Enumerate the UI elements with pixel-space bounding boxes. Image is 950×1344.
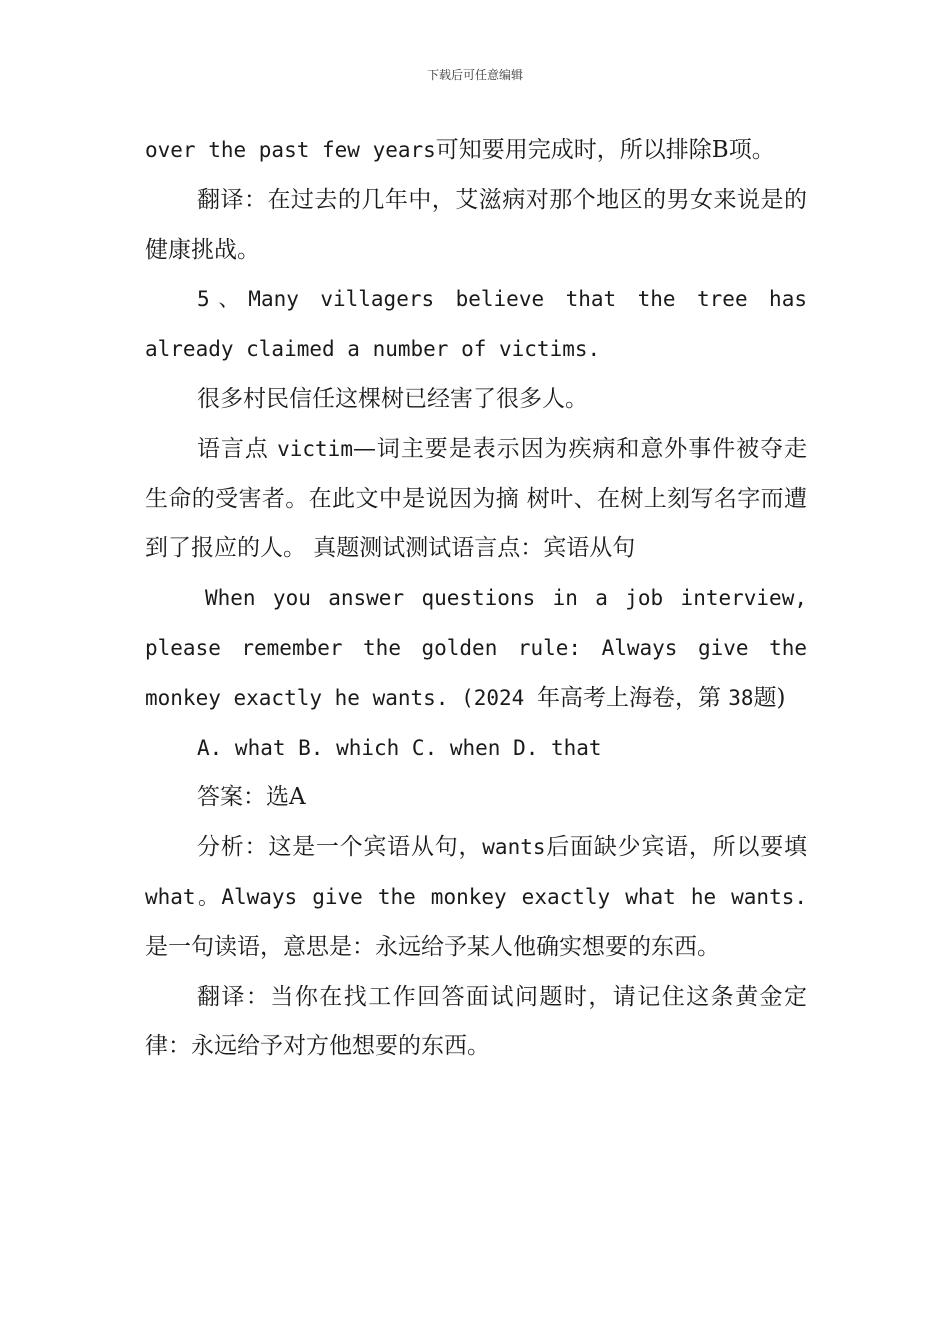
paragraph-4 <box>145 375 807 425</box>
text-run: —词主要是表示因为疾病和意外事件被夺走生命的受害者。在此文中是说因为摘 树叶、在树上刻写名字而遭到了报应的人。 真题测试测试语言点：宾语从句 <box>145 435 808 562</box>
text-run: 语言点 <box>197 435 278 462</box>
paragraph-9 <box>145 823 807 972</box>
text-run: 年高考上海卷，第 <box>536 684 729 711</box>
paragraph-5 <box>145 425 807 574</box>
paragraph-8 <box>145 773 807 823</box>
paragraph-2 <box>145 176 807 276</box>
text-run: 38 <box>728 685 754 710</box>
paragraph-1 <box>145 126 807 176</box>
paragraph-7 <box>145 724 807 774</box>
text-run: 很多村民信任这棵树已经害了很多人。 <box>197 385 588 412</box>
text-run: 后面缺少宾语，所以要填 <box>545 834 808 861</box>
text-run: 题) <box>753 684 786 711</box>
text-run: what。Always give the monkey exactly what he wants. <box>145 884 807 909</box>
text-run: victim <box>277 436 353 461</box>
text-run: wants <box>482 835 546 860</box>
text-run: 可知要用完成时，所以排除B项。 <box>435 137 775 163</box>
text-run: A. what B. which C. when D. that <box>197 735 602 760</box>
paragraph-10 <box>145 973 807 1073</box>
text-run: over the past few years <box>145 138 436 162</box>
text-run: 5、Many villagers believe that the tree has already claimed a number of victims. <box>145 287 807 362</box>
paragraph-3 <box>145 275 807 375</box>
text-run: 翻译：当你在找工作回答面试问题时，请记住这条黄金定律：永远给予对方他想要的东西。 <box>145 983 807 1060</box>
paragraph-6 <box>145 574 807 723</box>
text-run: 翻译：在过去的几年中，艾滋病对那个地区的男女来说是的健康挑战。 <box>145 186 807 263</box>
text-run: 是一句读语，意思是：永远给予某人他确实想要的东西。 <box>145 933 720 960</box>
text-run: 答案：选A <box>197 784 306 811</box>
page-header: 下载后可任意编辑 <box>426 68 523 82</box>
text-run: 分析：这是一个宾语从句， <box>197 834 483 861</box>
text-run: When you answer questions in a job interview, please remember the golden rule: Always give the monkey exactly he wants. (2024 <box>145 586 807 710</box>
document-body <box>145 126 807 1072</box>
